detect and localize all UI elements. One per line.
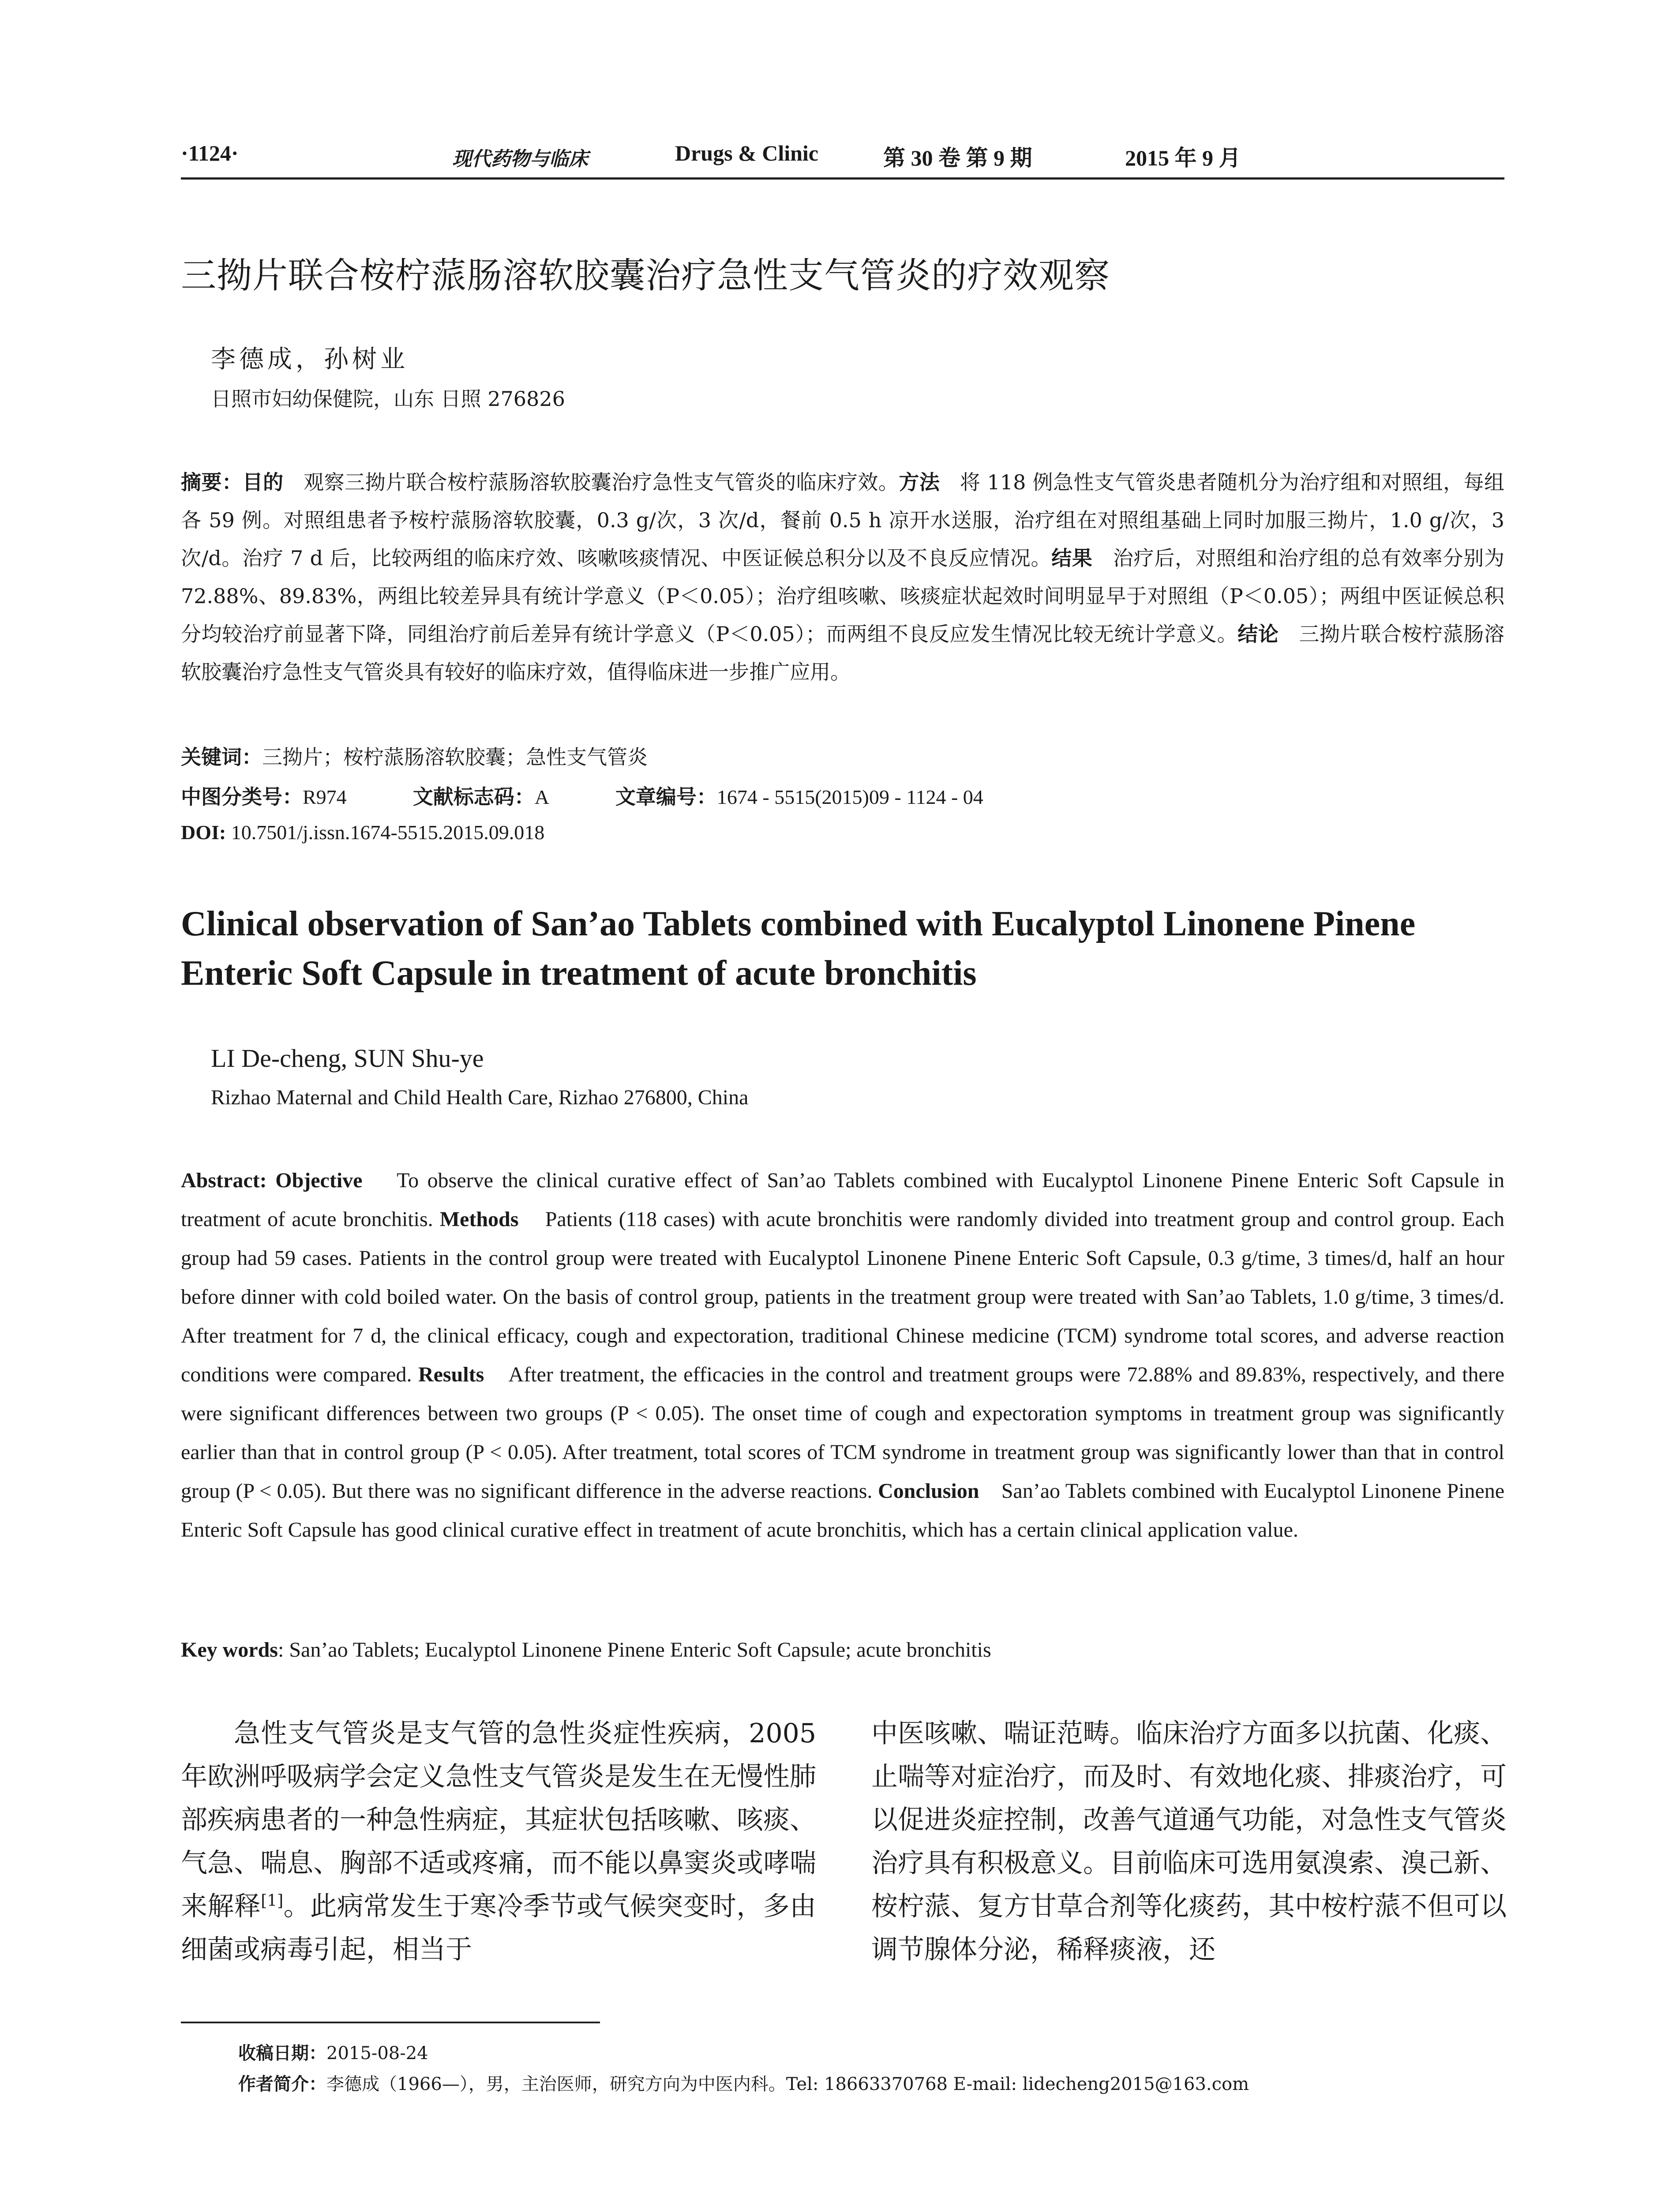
authors-en: LI De-cheng, SUN Shu-ye — [211, 1044, 484, 1073]
keywords-label-cn: 关键词： — [181, 745, 262, 769]
running-header — [181, 140, 1504, 176]
footnote-rule — [181, 2022, 600, 2023]
authors-cn: 李德成，孙树业 — [211, 345, 409, 374]
conclusion-label-en: Conclusion — [878, 1479, 979, 1503]
body-column-right — [871, 1712, 1507, 1971]
conclusion-text-cn: 三拗片联合桉柠蒎肠溶软胶囊治疗急性支气管炎具有较好的临床疗效，值得临床进一步推广应用。 — [181, 622, 1505, 684]
methods-text-cn: 将 118 例急性支气管炎患者随机分为治疗组和对照组，每组各 59 例。对照组患者予桉柠蒎肠溶软胶囊，0.3 g/次，3 次/d，餐前 0.5 h 凉开水送服，治疗组在对照组基础上同时加服三拗片，1.0 g/次，3 次/d。治疗 7 d 后，比较两组的临床疗效、咳嗽咳痰情况、中医证候总积分以及不良反应情况。 — [181, 470, 1505, 570]
results-label-en: Results — [418, 1363, 484, 1386]
footnote-author — [238, 2070, 1249, 2095]
clc-label: 中图分类号： — [181, 785, 303, 809]
abstract-label-en: Abstract: — [181, 1169, 267, 1192]
doi-line — [181, 821, 1504, 844]
body-right-text: 中医咳嗽、喘证范畴。临床治疗方面多以抗菌、化痰、止喘等对症治疗，而及时、有效地化痰、排痰治疗，可以促进炎症控制，改善气道通气功能，对急性支气管炎治疗具有积极意义。目前临床可选用氨溴索、溴己新、桉柠蒎、复方甘草合剂等化痰药，其中桉柠蒎不但可以调节腺体分泌，稀释痰液，还 — [871, 1718, 1507, 1965]
citation-ref: [1] — [261, 1892, 284, 1910]
methods-label-cn: 方法 — [899, 470, 940, 494]
article-no-value: 1674 - 5515(2015)09 - 1124 - 04 — [716, 786, 983, 808]
volume-issue: 第 30 卷 第 9 期 — [883, 146, 1032, 170]
conclusion-label-cn: 结论 — [1238, 622, 1279, 646]
article-title-en: Clinical observation of San’ao Tablets combined with Eucalyptol Linonene Pinene Enteric Soft Capsule in treatment of acute bronchitis — [181, 904, 1416, 993]
classification-line — [181, 781, 1504, 810]
doc-code-value: A — [534, 786, 549, 808]
abstract-en — [181, 1161, 1504, 1549]
doi-label: DOI: — [181, 821, 226, 844]
affiliation-cn: 日照市妇幼保健院，山东 日照 276826 — [211, 387, 565, 411]
journal-name-cn: 现代药物与临床 — [452, 148, 588, 170]
doc-code-label: 文献标志码： — [412, 785, 535, 809]
methods-text-en: Patients (118 cases) with acute bronchitis were randomly divided into treatment group and control group. Each group had 59 cases. Patients in the control group were treated with Eucalyptol Linonene Pinene Enteric Soft Capsule, 0.3 g/time, 3 times/d, half an hour before dinner with cold boiled water. On the basis of control group, patients in the treatment group were treated with San’ao Tablets, 1.0 g/time, 3 times/d. After treatment for 7 d, the clinical efficacy, cough and expectoration, traditional Chinese medicine (TCM) syndrome total scores, and adverse reaction conditions were compared. — [181, 1208, 1505, 1386]
objective-label-en: Objective — [275, 1169, 363, 1192]
objective-text-cn: 观察三拗片联合桉柠蒎肠溶软胶囊治疗急性支气管炎的临床疗效。 — [304, 470, 899, 494]
issue-date: 2015 年 9 月 — [1125, 146, 1241, 170]
author-bio-label: 作者简介： — [238, 2074, 326, 2094]
abstract-label-cn: 摘要： — [181, 470, 243, 494]
journal-name-en: Drugs & Clinic — [675, 141, 818, 165]
objective-label-cn: 目的 — [242, 470, 284, 494]
keywords-text-cn: 三拗片；桉柠蒎肠溶软胶囊；急性支气管炎 — [262, 745, 648, 769]
results-label-cn: 结果 — [1051, 546, 1093, 570]
methods-label-en: Methods — [439, 1208, 519, 1231]
article-title-cn: 三拗片联合桉柠蒎肠溶软胶囊治疗急性支气管炎的疗效观察 — [181, 255, 1110, 296]
results-text-cn: 治疗后，对照组和治疗组的总有效率分别为 72.88%、89.83%，两组比较差异具有统计学意义（P＜0.05）；治疗组咳嗽、咳痰症状起效时间明显早于对照组（P＜0.05）；两组中医证候总积分均较治疗前显著下降，同组治疗前后差异有统计学意义（P＜0.05）；而两组不良反应发生情况比较无统计学意义。 — [181, 546, 1505, 646]
clc-value: R974 — [303, 786, 347, 808]
article-no-label: 文章编号： — [615, 785, 717, 809]
page-number: ·1124· — [181, 141, 239, 165]
objective-text-en: To observe the clinical curative effect of San’ao Tablets combined with Eucalyptol Linonene Pinene Enteric Soft Capsule in treatment of acute bronchitis. — [181, 1169, 1505, 1231]
keywords-en — [181, 1638, 1504, 1662]
header-rule — [181, 177, 1504, 180]
body-column-left — [181, 1712, 816, 1971]
body-left-text: 急性支气管炎是支气管的急性炎症性疾病，2005 年欧洲呼吸病学会定义急性支气管炎是发生在无慢性肺部疾病患者的一种急性病症，其症状包括咳嗽、咳痰、气急、喘息、胸部不适或疼痛，而不能以鼻窦炎或哮喘来解释 — [181, 1718, 816, 1922]
affiliation-en: Rizhao Maternal and Child Health Care, Rizhao 276800, China — [211, 1086, 749, 1109]
keywords-label-en: Key words — [181, 1638, 278, 1662]
author-bio: 李德成（1966—），男，主治医师，研究方向为中医内科。Tel: 18663370768 E-mail: lidecheng2015@163.com — [326, 2074, 1249, 2094]
body-left-text-2: 。此病常发生于寒冷季节或气候突变时，多由细菌或病毒引起，相当于 — [181, 1891, 817, 1965]
doi-value: 10.7501/j.issn.1674-5515.2015.09.018 — [231, 821, 545, 844]
abstract-cn — [181, 463, 1504, 691]
footnote-received — [238, 2039, 428, 2064]
conclusion-text-en: San’ao Tablets combined with Eucalyptol Linonene Pinene Enteric Soft Capsule has good clinical curative effect in treatment of acute bronchitis, which has a certain clinical application value. — [181, 1479, 1505, 1542]
results-text-en: After treatment, the efficacies in the control and treatment groups were 72.88% and 89.83%, respectively, and there were significant differences between two groups (P < 0.05). The onset time of cough and expectoration symptoms in treatment group was significantly earlier than that in control group (P < 0.05). After treatment, total scores of TCM syndrome in treatment group was significantly lower than that in control group (P < 0.05). But there was no significant difference in the adverse reactions. — [181, 1363, 1505, 1503]
keywords-cn — [181, 741, 1504, 770]
keywords-text-en: : San’ao Tablets; Eucalyptol Linonene Pinene Enteric Soft Capsule; acute bronchitis — [278, 1638, 991, 1662]
received-label: 收稿日期： — [238, 2043, 326, 2063]
received-date: 2015-08-24 — [326, 2043, 428, 2063]
